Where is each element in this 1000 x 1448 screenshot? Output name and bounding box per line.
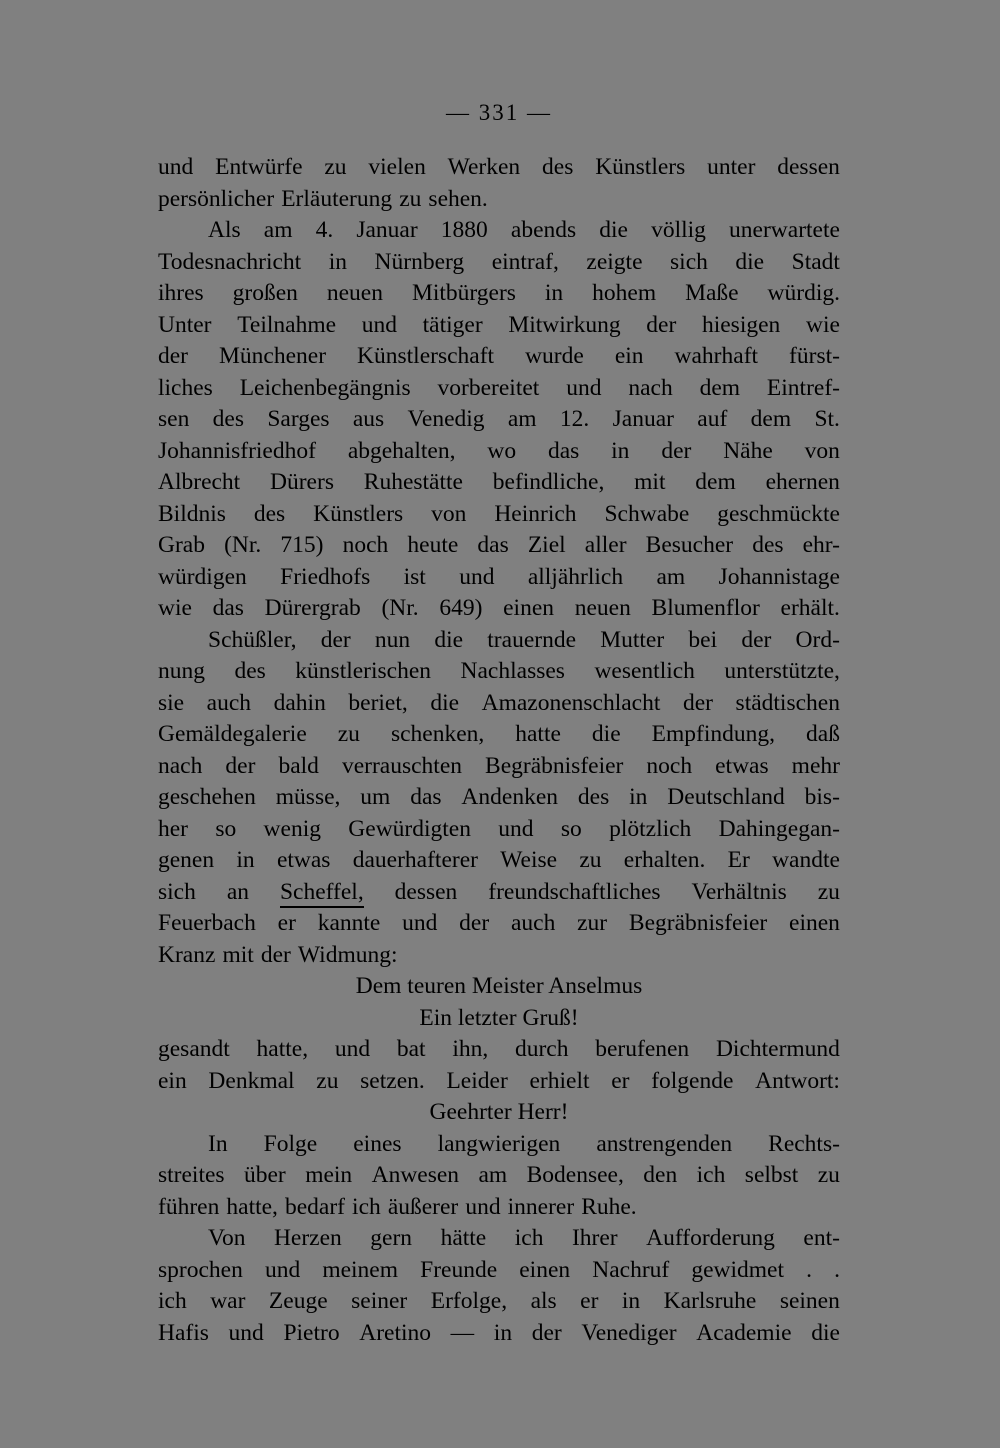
text-line: Schüßler, der nun die trauernde Mutter bei der Ord- <box>208 626 840 653</box>
text-line: Albrecht Dürers Ruhestätte befindliche, mit dem ehernen <box>158 469 840 495</box>
text-line: würdigen Friedhofs ist und alljährlich am Johannistage <box>158 563 840 590</box>
text-line: sprochen und meinem Freunde einen Nachruf gewidmet . . <box>158 1256 840 1283</box>
text-line: nung des künstlerischen Nachlasses wesentlich unterstützte, <box>158 658 840 684</box>
text-line: Von Herzen gern hätte ich Ihrer Aufforderung ent- <box>208 1225 840 1251</box>
text-line: nach der bald verrauschten Begräbnisfeier noch etwas mehr <box>158 752 840 779</box>
text-line: Ein letzter Gruß! <box>419 1004 579 1031</box>
text-line: streites über mein Anwesen am Bodensee, den ich selbst zu <box>158 1162 840 1188</box>
text-line: Todesnachricht in Nürnberg eintraf, zeigte sich die Stadt <box>158 248 840 275</box>
text-line: Unter Teilnahme und tätiger Mitwirkung der hiesigen wie <box>158 311 840 338</box>
text-line: wie das Dürergrab (Nr. 649) einen neuen Blumenflor erhält. <box>158 595 840 621</box>
text-line: Als am 4. Januar 1880 abends die völlig unerwartete <box>208 217 840 243</box>
text-line: sie auch dahin beriet, die Amazonenschlacht der städtischen <box>158 689 840 716</box>
text-line: Kranz mit der Widmung: <box>158 941 398 968</box>
book-page <box>158 96 840 1349</box>
text-line: Gemäldegalerie zu schenken, hatte die Empfindung, daß <box>158 721 840 747</box>
text-line: genen in etwas dauerhafterer Weise zu erhalten. Er wandte <box>158 847 840 873</box>
text-line: sich an Scheffel, dessen freundschaftliches Verhältnis zu <box>158 877 840 909</box>
text-line: Feuerbach er kannte und der auch zur Begräbnisfeier einen <box>158 910 840 936</box>
text-line: führen hatte, bedarf ich äußerer und innerer Ruhe. <box>158 1193 637 1220</box>
text-line: der Münchener Künstlerschaft wurde ein wahrhaft fürst- <box>158 343 840 369</box>
text-line: ihres großen neuen Mitbürgers in hohem Maße würdig. <box>158 280 840 306</box>
text-line: Bildnis des Künstlers von Heinrich Schwabe geschmückte <box>158 500 840 527</box>
text-line: Dem teuren Meister Anselmus <box>355 973 643 999</box>
text-line: Johannisfriedhof abgehalten, wo das in der Nähe von <box>158 437 840 464</box>
text-line: und Entwürfe zu vielen Werken des Künstlers unter dessen <box>158 154 840 180</box>
text-body <box>158 152 840 1349</box>
page-number: — 331 — <box>446 100 552 125</box>
text-line: ein Denkmal zu setzen. Leider erhielt er folgende Antwort: <box>158 1067 840 1094</box>
text-line: Grab (Nr. 715) noch heute das Ziel aller Besucher des ehr- <box>158 532 840 558</box>
text-line: Hafis und Pietro Aretino — in der Venediger Academie die <box>158 1319 840 1346</box>
text-line: ich war Zeuge seiner Erfolge, als er in Karlsruhe seinen <box>158 1288 840 1314</box>
text-line: sen des Sarges aus Venedig am 12. Januar auf dem St. <box>158 406 840 432</box>
text-line: gesandt hatte, und bat ihn, durch berufenen Dichtermund <box>158 1036 840 1062</box>
text-line: geschehen müsse, um das Andenken des in Deutschland bis- <box>158 784 840 810</box>
text-line: persönlicher Erläuterung zu sehen. <box>158 185 488 212</box>
text-line: liches Leichenbegängnis vorbereitet und nach dem Eintref- <box>158 374 840 401</box>
text-line: Geehrter Herr! <box>429 1099 569 1125</box>
text-line: In Folge eines langwierigen anstrengenden Rechts- <box>208 1130 840 1157</box>
text-line: her so wenig Gewürdigten und so plötzlich Dahingegan- <box>158 815 840 842</box>
